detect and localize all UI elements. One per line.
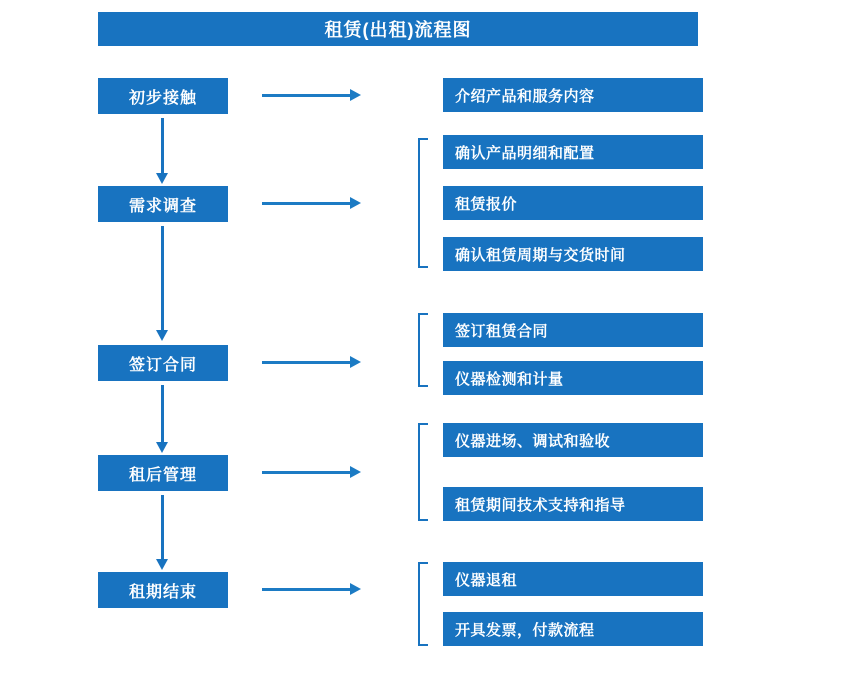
task-box-5[interactable]: 签订租赁合同 (443, 313, 703, 347)
task-box-8[interactable]: 租赁期间技术支持和指导 (443, 487, 703, 521)
vertical-arrow-2-3 (161, 226, 164, 331)
stage-box-4[interactable]: 租后管理 (98, 455, 228, 491)
stage-box-3[interactable]: 签订合同 (98, 345, 228, 381)
task-box-6[interactable]: 仪器检测和计量 (443, 361, 703, 395)
group-bracket-5 (418, 562, 428, 646)
task-box-7[interactable]: 仪器进场、调试和验收 (443, 423, 703, 457)
horizontal-arrow-1 (262, 94, 350, 97)
group-bracket-4 (418, 423, 428, 521)
horizontal-arrow-2 (262, 202, 350, 205)
group-bracket-2 (418, 138, 428, 268)
horizontal-arrow-3 (262, 361, 350, 364)
task-box-2[interactable]: 确认产品明细和配置 (443, 135, 703, 169)
task-box-4[interactable]: 确认租赁周期与交货时间 (443, 237, 703, 271)
vertical-arrow-4-5 (161, 495, 164, 560)
task-box-3[interactable]: 租赁报价 (443, 186, 703, 220)
page-title: 租赁(出租)流程图 (98, 12, 698, 46)
task-box-10[interactable]: 开具发票，付款流程 (443, 612, 703, 646)
task-box-1[interactable]: 介绍产品和服务内容 (443, 78, 703, 112)
vertical-arrow-3-4 (161, 385, 164, 443)
group-bracket-3 (418, 313, 428, 387)
stage-box-2[interactable]: 需求调查 (98, 186, 228, 222)
horizontal-arrow-5 (262, 588, 350, 591)
vertical-arrow-1-2 (161, 118, 164, 174)
horizontal-arrow-4 (262, 471, 350, 474)
stage-box-1[interactable]: 初步接触 (98, 78, 228, 114)
stage-box-5[interactable]: 租期结束 (98, 572, 228, 608)
task-box-9[interactable]: 仪器退租 (443, 562, 703, 596)
